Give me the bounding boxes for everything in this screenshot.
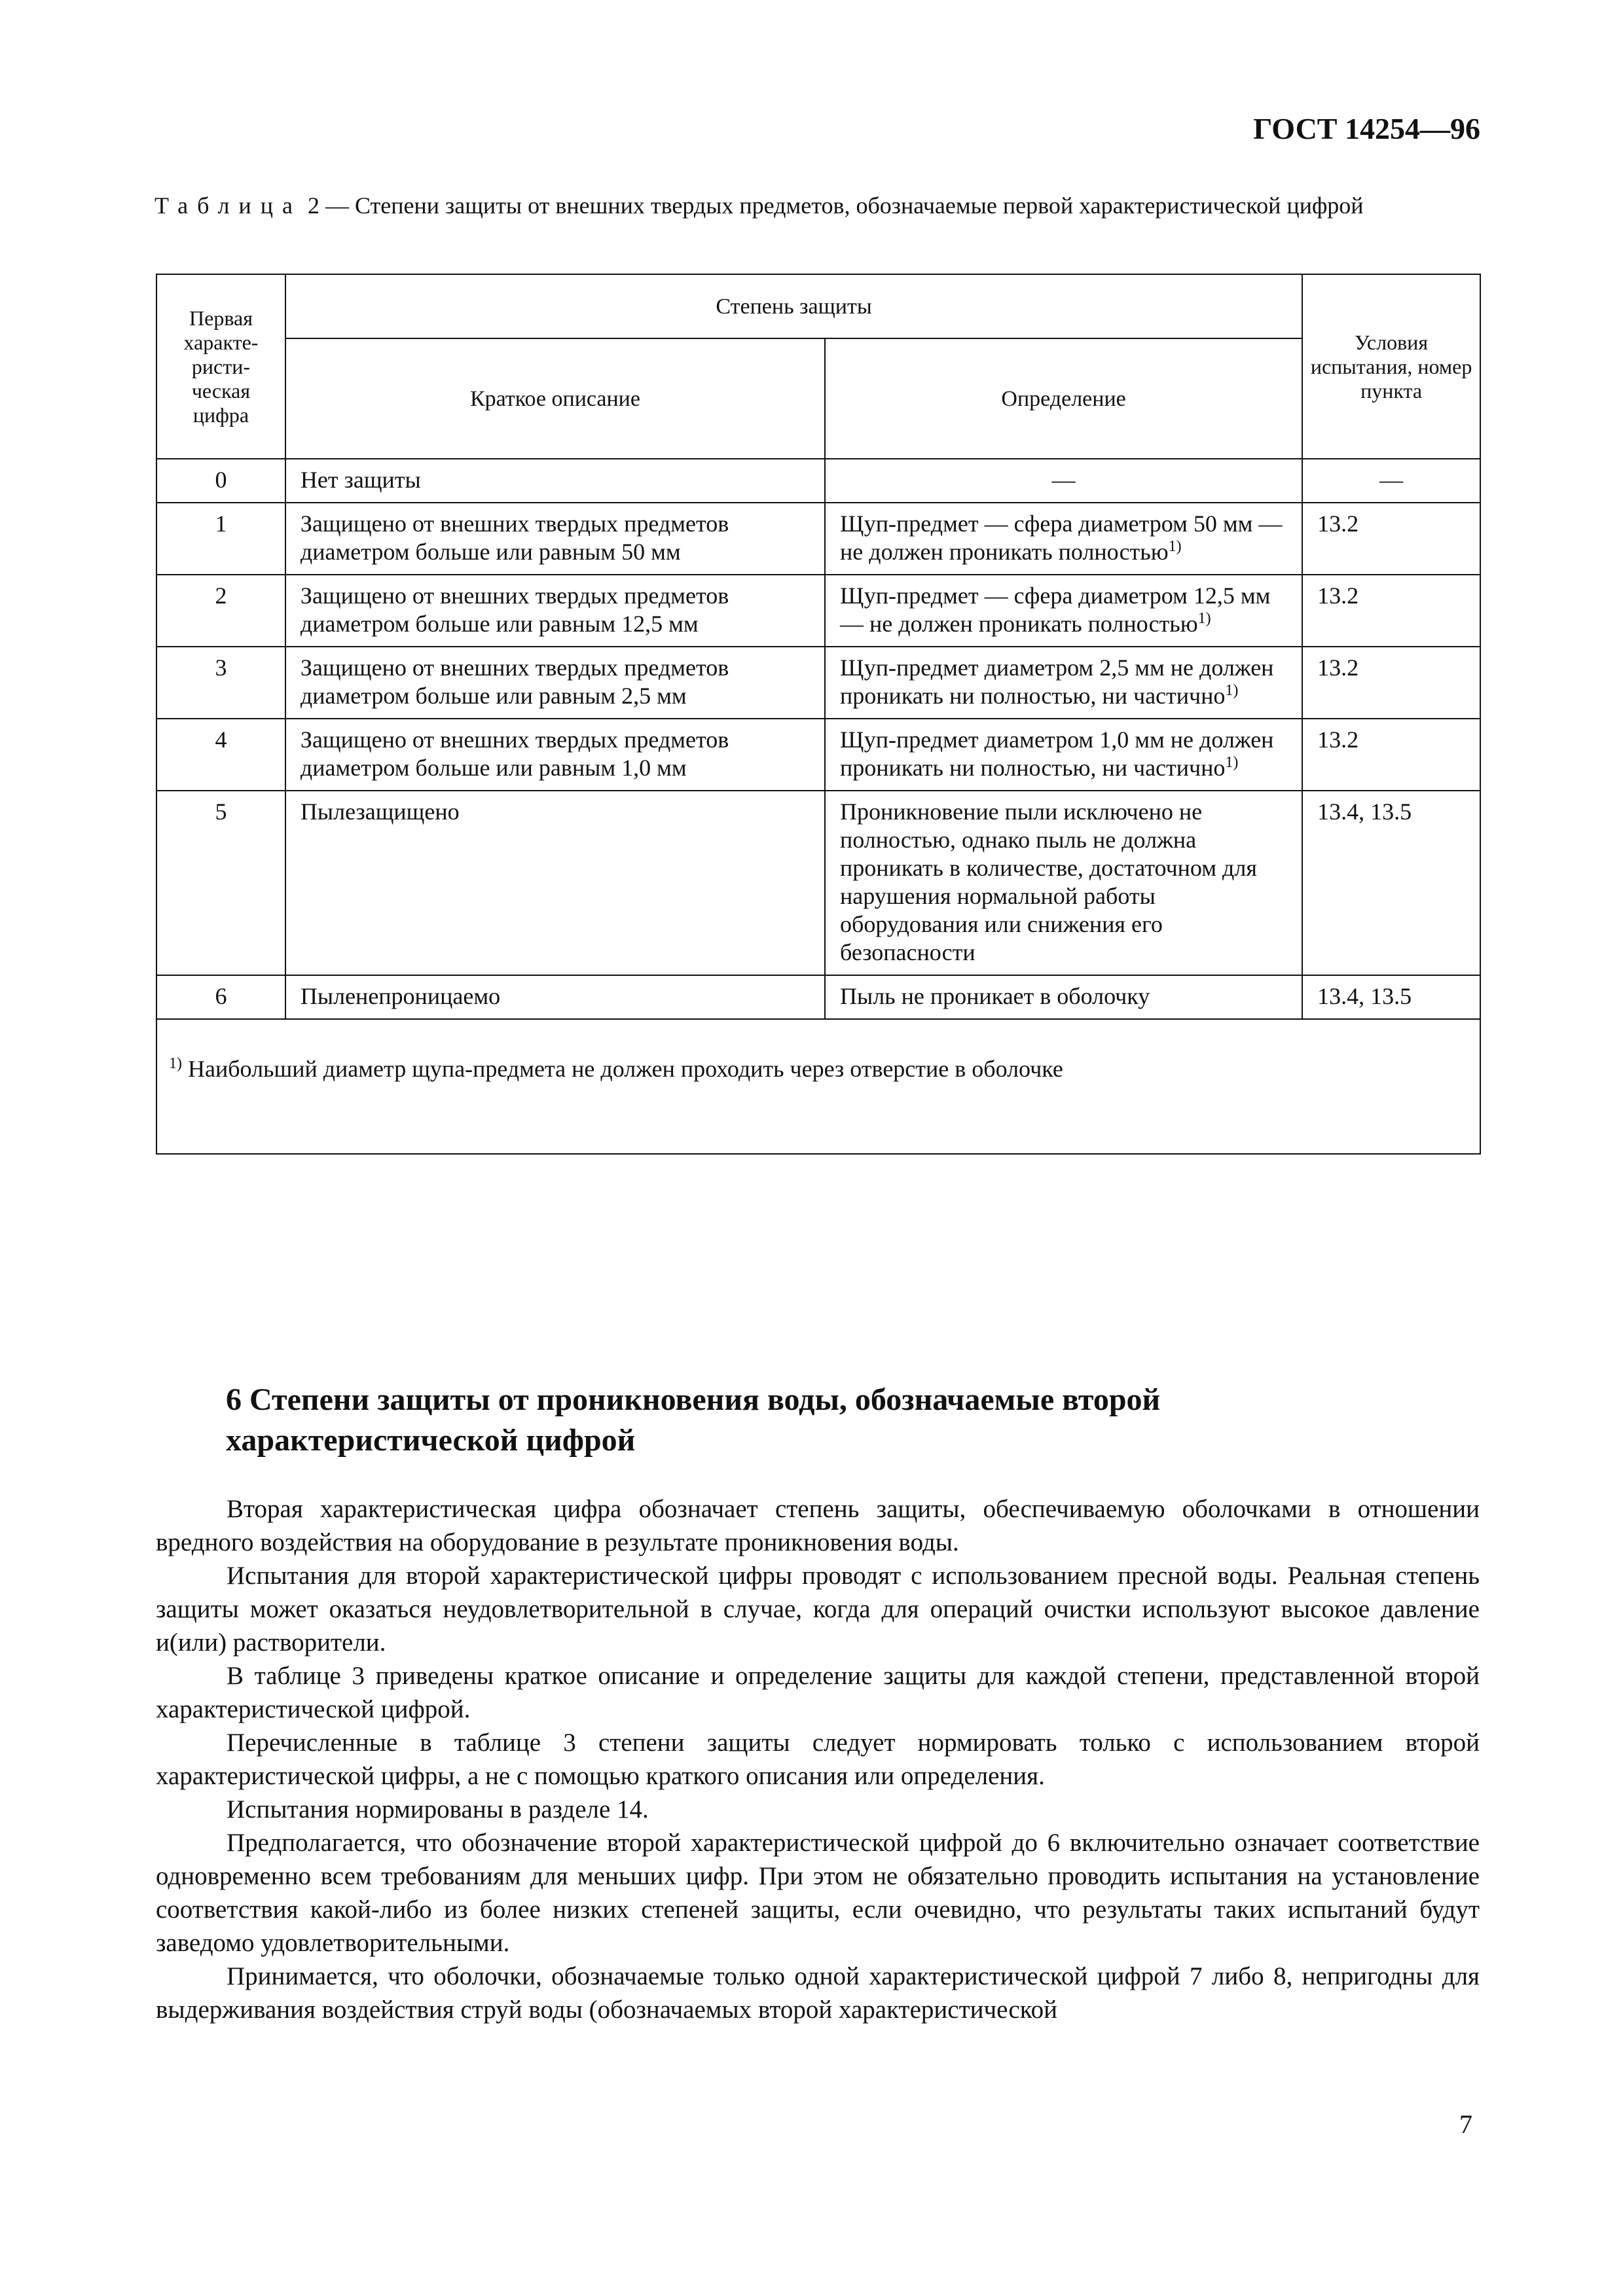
paragraph: Испытания нормированы в разделе 14. <box>227 1795 649 1823</box>
row-digit: 4 <box>156 719 285 791</box>
table-row <box>156 647 1480 719</box>
table-subheader-row <box>156 338 1480 459</box>
row-conditions: 13.4, 13.5 <box>1302 975 1480 1019</box>
row-conditions: 13.2 <box>1302 719 1480 791</box>
table-row <box>156 791 1480 975</box>
section-body <box>156 1492 1480 2026</box>
row-conditions: 13.2 <box>1302 503 1480 575</box>
row-short-description: Нет защиты <box>285 459 825 503</box>
paragraph: Предполагается, что обозначение второй характеристической цифрой до 6 включительно означает соответствие одновременно всем требованиям для меньших цифр. При этом не обязательно проводить испытания на установление соответствия какой-либо из более низких степеней защиты, если очевидно, что результаты таких испытаний будут заведомо удовлетворительными. <box>156 1829 1480 1957</box>
footnote-ref: 1) <box>1168 538 1182 555</box>
row-definition: — <box>825 459 1302 503</box>
paragraph: Вторая характеристическая цифра обозначает степень защиты, обеспечиваемую оболочками в отношении вредного воздействия на оборудование в результате проникновения воды. <box>156 1495 1480 1556</box>
row-short-description: Защищено от внешних твердых предметов диаметром больше или равным 1,0 мм <box>285 719 825 791</box>
paragraph: Перечисленные в таблице 3 степени защиты следует нормировать только с использованием второй характеристической цифры, а не с помощью краткого описания или определения. <box>156 1729 1480 1790</box>
table-caption-label: Таблица <box>155 192 302 219</box>
row-short-description: Пылезащищено <box>285 791 825 975</box>
row-conditions: 13.2 <box>1302 575 1480 647</box>
table-footnote-row <box>156 1019 1480 1154</box>
protection-degree-table <box>156 274 1481 1155</box>
standard-number: ГОСТ 14254—96 <box>1253 112 1480 145</box>
row-digit: 6 <box>156 975 285 1019</box>
footnote-ref: 1) <box>1225 754 1239 771</box>
table-caption <box>155 190 1477 221</box>
table-footnote <box>156 1019 1480 1154</box>
header-digit: Первая характе-ристи-ческая цифра <box>156 274 285 459</box>
row-definition: Щуп-предмет — сфера диаметром 50 мм — не должен проникать полностью$^{1)}$ <box>825 503 1302 575</box>
row-digit: 2 <box>156 575 285 647</box>
row-conditions: — <box>1302 459 1480 503</box>
row-short-description: Защищено от внешних твердых предметов диаметром больше или равным 50 мм <box>285 503 825 575</box>
row-digit: 5 <box>156 791 285 975</box>
header-degree: Степень защиты <box>285 274 1302 338</box>
footnote-mark: 1) <box>169 1055 182 1072</box>
row-definition: Проникновение пыли исключено не полностью, однако пыль не должна проникать в количестве, достаточном для нарушения нормальной работы оборудования или снижения его безопасности <box>825 791 1302 975</box>
row-definition: Щуп-предмет диаметром 1,0 мм не должен проникать ни полностью, ни частично$^{1)}$ <box>825 719 1302 791</box>
table-caption-text: 2 — Степени защиты от внешних твердых предметов, обозначаемые первой характеристической цифрой <box>301 192 1364 219</box>
section-title: 6 Степени защиты от проникновения воды, обозначаемые второй характеристической цифрой <box>226 1382 1161 1458</box>
header-conditions: Условия испытания, номер пункта <box>1302 274 1480 459</box>
page-number: 7 <box>1459 2109 1472 2139</box>
header-definition: Определение <box>825 338 1302 459</box>
header-short-description: Краткое описание <box>285 338 825 459</box>
row-conditions: 13.4, 13.5 <box>1302 791 1480 975</box>
row-short-description: Пыленепроницаемо <box>285 975 825 1019</box>
row-short-description: Защищено от внешних твердых предметов диаметром больше или равным 2,5 мм <box>285 647 825 719</box>
table-row <box>156 503 1480 575</box>
row-digit: 0 <box>156 459 285 503</box>
row-conditions: 13.2 <box>1302 647 1480 719</box>
table-row <box>156 575 1480 647</box>
row-definition: Пыль не проникает в оболочку <box>825 975 1302 1019</box>
row-digit: 3 <box>156 647 285 719</box>
footnote-ref: 1) <box>1197 610 1211 627</box>
row-definition: Щуп-предмет — сфера диаметром 12,5 мм — не должен проникать полностью$^{1)}$ <box>825 575 1302 647</box>
row-short-description: Защищено от внешних твердых предметов диаметром больше или равным 12,5 мм <box>285 575 825 647</box>
row-digit: 1 <box>156 503 285 575</box>
row-definition: Щуп-предмет диаметром 2,5 мм не должен проникать ни полностью, ни частично$^{1)}$ <box>825 647 1302 719</box>
table-row <box>156 975 1480 1019</box>
paragraph: В таблице 3 приведены краткое описание и определение защиты для каждой степени, представленной второй характеристической цифрой. <box>156 1662 1480 1723</box>
table-header-row <box>156 274 1480 338</box>
footnote-text: Наибольший диаметр щупа-предмета не должен проходить через отверстие в оболочке <box>182 1056 1063 1082</box>
table-row <box>156 719 1480 791</box>
paragraph: Испытания для второй характеристической цифры проводят с использованием пресной воды. Реальная степень защиты может оказаться неудовлетворительной в случае, когда для операций очистки используют высокое давление и(или) растворители. <box>156 1562 1480 1657</box>
table-row <box>156 459 1480 503</box>
footnote-ref: 1) <box>1225 682 1239 699</box>
paragraph: Принимается, что оболочки, обозначаемые только одной характеристической цифрой 7 либо 8, непригодны для выдерживания воздействия струй воды (обозначаемых второй характеристической <box>156 1962 1480 2024</box>
